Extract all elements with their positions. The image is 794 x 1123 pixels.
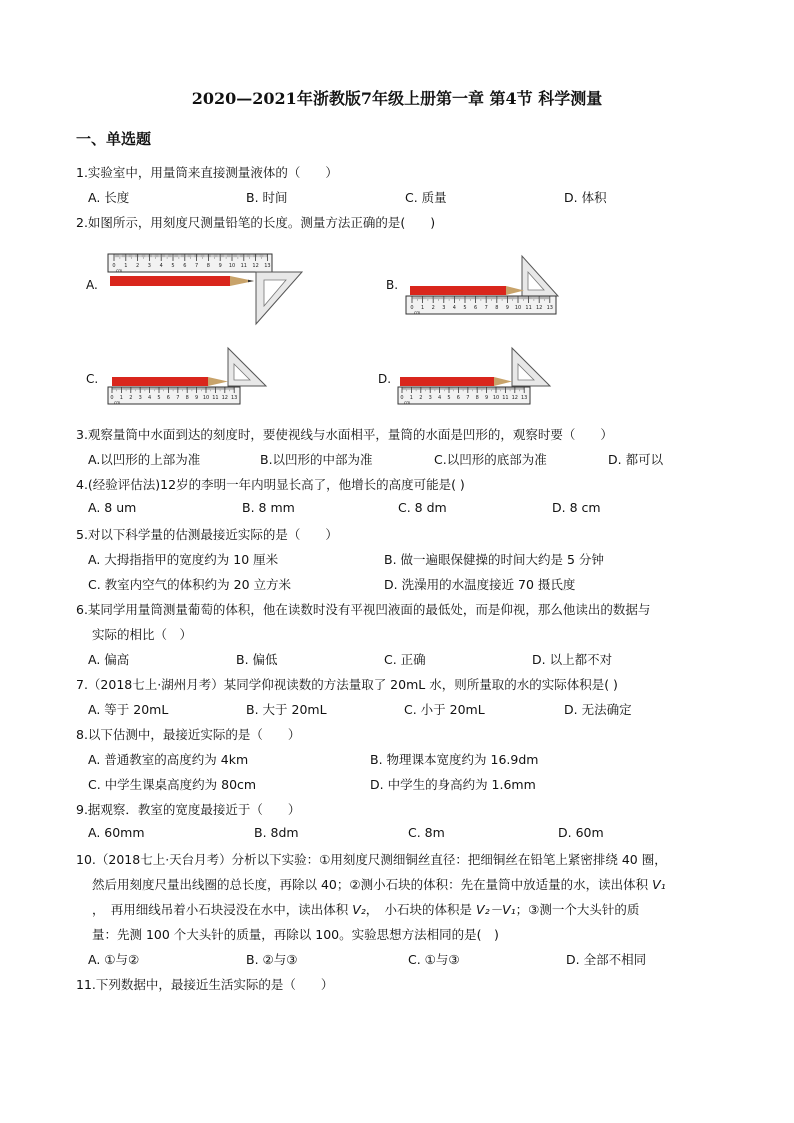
ruler-tick-label: 6 [166, 395, 170, 401]
ruler-tick-label: 4 [438, 395, 442, 401]
q8-option-a[interactable]: A. 普通教室的高度约为 4km [88, 752, 249, 767]
pencil [112, 377, 228, 386]
ruler-tick-label: 6 [474, 305, 478, 311]
ruler-unit-label: cm [404, 400, 411, 405]
ruler-tick-label: 2 [129, 395, 133, 401]
ruler [108, 254, 272, 273]
ruler-tick-label: 8 [475, 395, 479, 401]
ruler-tick-label: 1 [409, 395, 413, 401]
q10-line-3b-text: ， 小石块的体积是 [365, 902, 477, 917]
q1-option-b[interactable]: B. 时间 [246, 190, 288, 205]
ruler-tick-label: 11 [212, 395, 219, 401]
ruler-tick-label: 3 [442, 305, 446, 311]
ruler-tick-label: 7 [466, 395, 470, 401]
pencil [110, 276, 254, 286]
ruler-tick-label: 10 [492, 395, 500, 401]
ruler-tick-label: 8 [185, 395, 189, 401]
ruler-tick-label: 3 [138, 395, 142, 401]
q5-option-d[interactable]: D. 洗澡用的水温度接近 70 摄氏度 [384, 577, 576, 592]
ruler-tick-label: 11 [240, 263, 247, 269]
pencil [410, 286, 524, 295]
question-1-stem: 1.实验室中，用量筒来直接测量液体的（ ） [76, 165, 338, 180]
q5-option-a[interactable]: A. 大拇指指甲的宽度约为 10 厘米 [88, 552, 279, 567]
ruler-tick-label: 1 [421, 305, 425, 311]
ruler-tick-label: 4 [148, 395, 152, 401]
ruler-tick-label: 3 [147, 263, 151, 269]
question-5-stem: 5.对以下科学量的估测最接近实际的是（ ） [76, 527, 338, 542]
q10-var-v2: V₂ [352, 902, 366, 917]
ruler-tick-label: 2 [419, 395, 423, 401]
set-square [512, 348, 550, 386]
ruler-tick-label: 5 [463, 305, 467, 311]
question-10-line-4: 量：先测 100 个大头针的质量，再除以 100。实验思想方法相同的是( ) [92, 927, 499, 942]
ruler-tick-label: 4 [452, 305, 456, 311]
q3-option-b[interactable]: B.以凹形的中部为准 [260, 452, 373, 467]
q8-option-b[interactable]: B. 物理课本宽度约为 16.9dm [370, 752, 539, 767]
q2-figure-d [396, 344, 556, 408]
section-heading: 一、单选题 [76, 130, 152, 148]
question-2-stem: 2.如图所示，用刻度尺测量铅笔的长度。测量方法正确的是( ) [76, 215, 436, 230]
q7-option-d[interactable]: D. 无法确定 [564, 702, 632, 717]
q2-figure-label-b[interactable]: B. [386, 278, 399, 292]
q4-option-b[interactable]: B. 8 mm [242, 500, 295, 515]
ruler-tick-label: 0 [410, 305, 414, 311]
ruler-tick-label: 9 [485, 395, 489, 401]
q2-figure-c [106, 344, 272, 408]
ruler [406, 296, 556, 315]
ruler-tick-label: 5 [447, 395, 451, 401]
ruler-tick-label: 6 [183, 263, 187, 269]
ruler-tick-label: 1 [119, 395, 123, 401]
question-6-stem-line-1: 6.某同学用量筒测量葡萄的体积，他在读数时没有平视凹液面的最低处，而是仰视，那么他读出的数据与 [76, 602, 651, 617]
q1-option-a[interactable]: A. 长度 [88, 190, 130, 205]
ruler-tick-label: 6 [456, 395, 460, 401]
q9-option-d[interactable]: D. 60m [558, 825, 604, 840]
ruler-tick-label: 10 [202, 395, 210, 401]
q7-option-a[interactable]: A. 等于 20mL [88, 702, 169, 717]
ruler-unit-label: cm [114, 400, 121, 405]
question-3-stem: 3.观察量筒中水面到达的刻度时，要使视线与水面相平，量筒的水面是凹形的，观察时要（ ） [76, 427, 613, 442]
ruler-tick-label: 9 [218, 263, 222, 269]
q5-option-b[interactable]: B. 做一遍眼保健操的时间大约是 5 分钟 [384, 552, 604, 567]
ruler-tick-label: 5 [171, 263, 175, 269]
q3-option-c[interactable]: C.以凹形的底部为准 [434, 452, 547, 467]
ruler-tick-label: 9 [195, 395, 199, 401]
ruler-tick-label: 0 [112, 263, 116, 269]
q10-expression: V₂－V₁ [476, 902, 516, 917]
q3-option-a[interactable]: A.以凹形的上部为准 [88, 452, 201, 467]
question-9-stem: 9.据观察．教室的宽度最接近于（ ） [76, 802, 301, 817]
ruler-tick-label: 7 [484, 305, 488, 311]
ruler-tick-label: 8 [495, 305, 499, 311]
q2-figure-label-c[interactable]: C. [86, 372, 99, 386]
q6-option-d[interactable]: D. 以上都不对 [532, 652, 613, 667]
ruler-tick-label: 12 [511, 395, 518, 401]
q8-option-d[interactable]: D. 中学生的身高约为 1.6mm [370, 777, 536, 792]
ruler-tick-label: 13 [546, 305, 553, 311]
ruler-tick-label: 12 [252, 263, 259, 269]
ruler-tick-label: 7 [195, 263, 199, 269]
ruler-tick-label: 12 [221, 395, 228, 401]
q10-option-b[interactable]: B. ②与③ [246, 952, 298, 967]
ruler-tick-label: 7 [176, 395, 180, 401]
ruler-unit-label: cm [414, 310, 421, 315]
ruler-tick-label: 0 [110, 395, 114, 401]
q4-option-c[interactable]: C. 8 dm [398, 500, 447, 515]
page-title: 2020—2021年浙教版7年级上册第一章 第4节 科学测量 [191, 89, 603, 108]
q6-option-a[interactable]: A. 偏高 [88, 652, 130, 667]
question-10-line-2 [92, 875, 666, 893]
q1-option-d[interactable]: D. 体积 [564, 190, 607, 205]
question-10-line-3 [92, 900, 639, 918]
question-11-stem: 11.下列数据中，最接近生活实际的是（ ） [76, 977, 334, 992]
ruler-tick-label: 13 [521, 395, 528, 401]
ruler-tick-label: 11 [502, 395, 509, 401]
q10-option-d[interactable]: D. 全部不相同 [566, 952, 647, 967]
question-6-stem-line-2: 实际的相比（ ） [92, 627, 193, 642]
ruler-tick-label: 11 [525, 305, 532, 311]
question-8-stem: 8.以下估测中，最接近实际的是（ ） [76, 727, 301, 742]
q10-line-3a-text: ， 再用细线吊着小石块浸没在水中，读出体积 [92, 902, 353, 917]
q6-option-b[interactable]: B. 偏低 [236, 652, 278, 667]
question-7-stem: 7.（2018七上·湖州月考）某同学仰视读数的方法量取了 20mL 水，则所量取的水的实际体积是( ) [76, 677, 618, 692]
ruler-tick-label: 2 [136, 263, 140, 269]
q10-var-v1: V₁ [652, 877, 666, 892]
q10-option-a[interactable]: A. ①与② [88, 952, 140, 967]
ruler-tick-label: 5 [157, 395, 161, 401]
q5-option-c[interactable]: C. 教室内空气的体积约为 20 立方米 [88, 577, 292, 592]
ruler-tick-label: 10 [228, 263, 236, 269]
q10-line-3c-text: ；③测一个大头针的质 [515, 902, 640, 917]
q3-option-d[interactable]: D. 都可以 [608, 452, 664, 467]
question-10-line-1: 10.（2018七上·天台月考）分析以下实验：①用刻度尺测细铜丝直径：把细铜丝在铅笔上紧密排绕 40 圈， [76, 852, 667, 867]
q9-option-a[interactable]: A. 60mm [88, 825, 145, 840]
ruler-unit-label: cm [116, 268, 123, 273]
q2-figure-b [404, 252, 564, 318]
ruler-tick-label: 2 [431, 305, 435, 311]
ruler [108, 387, 240, 405]
ruler [398, 387, 530, 405]
set-square [256, 272, 302, 324]
ruler-tick-label: 0 [400, 395, 404, 401]
q7-option-c[interactable]: C. 小于 20mL [404, 702, 485, 717]
q10-option-c[interactable]: C. ①与③ [408, 952, 460, 967]
ruler-tick-label: 13 [264, 263, 271, 269]
q8-option-c[interactable]: C. 中学生课桌高度约为 80cm [88, 777, 257, 792]
q2-figure-a [106, 248, 310, 328]
ruler-tick-label: 12 [536, 305, 543, 311]
q4-option-d[interactable]: D. 8 cm [552, 500, 601, 515]
question-4-stem: 4.(经验评估法)12岁的李明一年内明显长高了，他增长的高度可能是( ) [76, 477, 465, 492]
q9-option-c[interactable]: C. 8m [408, 825, 445, 840]
ruler-tick-label: 10 [514, 305, 522, 311]
set-square [522, 256, 558, 296]
q2-figure-label-d[interactable]: D. [378, 372, 392, 386]
q6-option-c[interactable]: C. 正确 [384, 652, 426, 667]
q4-option-a[interactable]: A. 8 um [88, 500, 137, 515]
ruler-tick-label: 13 [231, 395, 238, 401]
set-square [228, 348, 266, 386]
ruler-tick-label: 8 [206, 263, 210, 269]
ruler-tick-label: 3 [428, 395, 432, 401]
q10-line-2-text: 然后用刻度尺量出线圈的总长度，再除以 40；②测小石块的体积：先在量筒中放适量的水，读出体积 [92, 877, 653, 892]
ruler-tick-label: 4 [159, 263, 163, 269]
ruler-tick-label: 1 [124, 263, 128, 269]
q1-option-c[interactable]: C. 质量 [405, 190, 447, 205]
pencil [400, 377, 512, 386]
q9-option-b[interactable]: B. 8dm [254, 825, 299, 840]
q7-option-b[interactable]: B. 大于 20mL [246, 702, 327, 717]
ruler-tick-label: 9 [505, 305, 509, 311]
q2-figure-label-a[interactable]: A. [86, 278, 98, 292]
